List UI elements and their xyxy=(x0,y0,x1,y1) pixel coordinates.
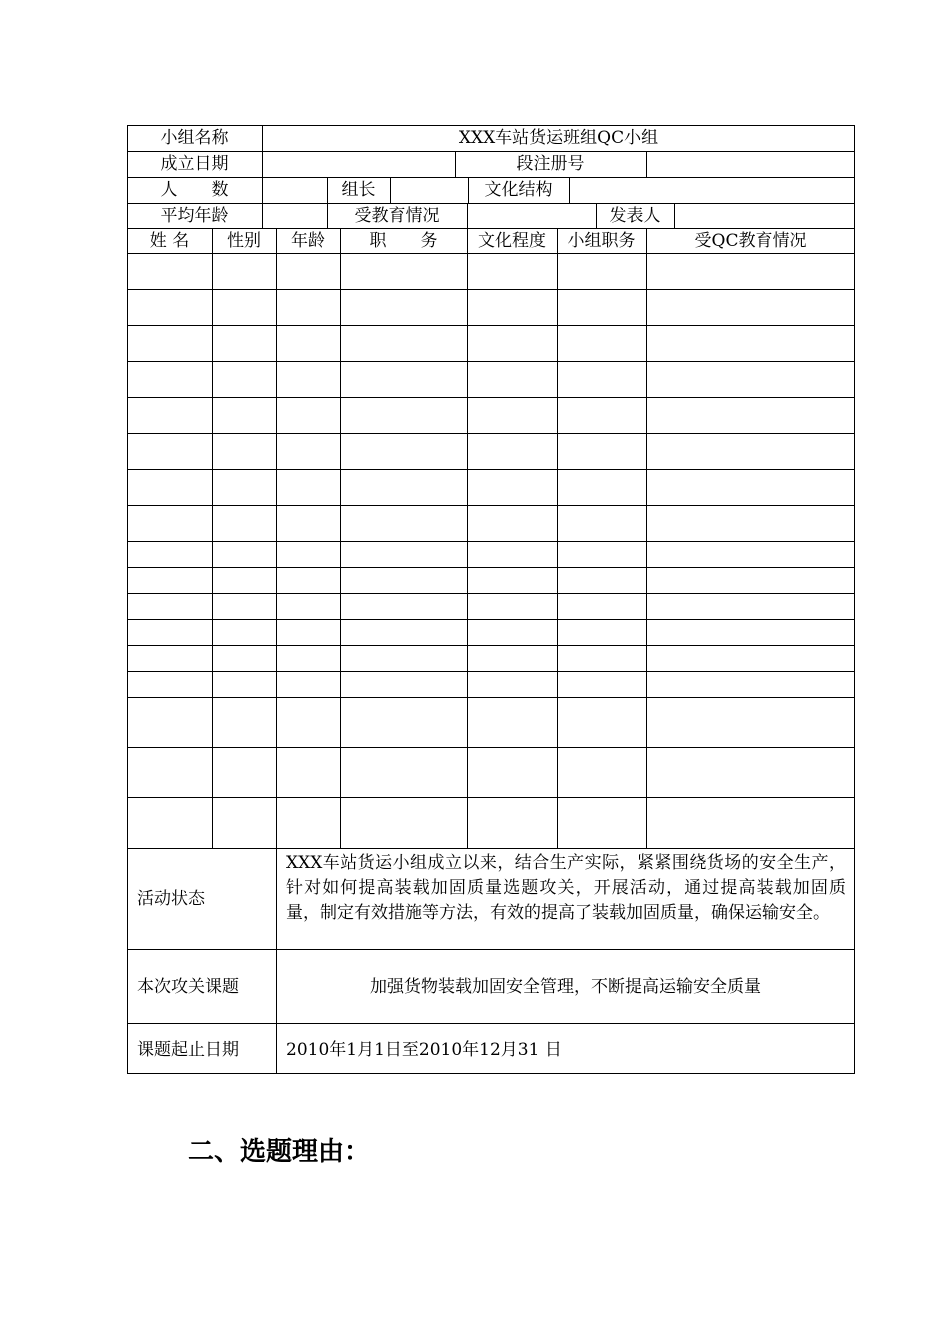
row-divider xyxy=(127,747,855,748)
founded-date-label: 成立日期 xyxy=(160,154,229,174)
row-divider xyxy=(127,645,855,646)
col-divider xyxy=(467,228,468,848)
col-divider xyxy=(276,848,277,1074)
row-divider xyxy=(127,797,855,798)
registration-number-label: 段注册号 xyxy=(516,154,585,174)
leader-label: 组长 xyxy=(341,180,376,200)
col-divider xyxy=(646,151,647,177)
section-heading: 二、选题理由： xyxy=(188,1137,371,1167)
column-header-qc-training: 受QC教育情况 xyxy=(694,231,807,251)
period-value: 2010年1月1日至2010年12月31 日 xyxy=(286,1040,562,1060)
row-divider xyxy=(127,433,855,434)
row-divider xyxy=(127,253,855,254)
col-divider xyxy=(340,228,341,848)
row-divider xyxy=(127,541,855,542)
group-name-value: XXX车站货运班组QC小组 xyxy=(458,128,659,148)
column-header-name: 姓 名 xyxy=(149,231,190,251)
presenter-label: 发表人 xyxy=(609,206,661,226)
col-divider xyxy=(569,177,570,203)
qc-group-table xyxy=(127,125,855,1074)
activity-status-label: 活动状态 xyxy=(137,889,205,909)
education-structure-label: 文化结构 xyxy=(484,180,553,200)
row-divider xyxy=(127,949,855,950)
col-divider xyxy=(467,203,468,228)
row-divider xyxy=(127,203,855,204)
topic-label: 本次攻关课题 xyxy=(137,977,239,997)
col-divider xyxy=(674,203,675,228)
row-divider xyxy=(127,228,855,229)
col-divider xyxy=(276,228,277,848)
column-header-education: 文化程度 xyxy=(478,231,546,251)
column-header-position: 职 务 xyxy=(369,231,438,251)
col-divider xyxy=(557,228,558,848)
row-divider xyxy=(127,469,855,470)
period-label: 课题起止日期 xyxy=(137,1040,239,1060)
row-divider xyxy=(127,619,855,620)
row-divider xyxy=(127,697,855,698)
column-header-group-role: 小组职务 xyxy=(567,231,636,251)
row-divider xyxy=(127,361,855,362)
row-divider xyxy=(127,151,855,152)
topic-value: 加强货物装载加固安全管理，不断提高运输安全质量 xyxy=(370,977,761,997)
col-divider xyxy=(646,228,647,848)
row-divider xyxy=(127,177,855,178)
column-header-gender: 性别 xyxy=(227,231,261,251)
row-divider xyxy=(127,397,855,398)
row-divider xyxy=(127,1023,855,1024)
col-divider xyxy=(390,177,391,203)
row-divider xyxy=(127,671,855,672)
row-divider xyxy=(127,593,855,594)
row-divider xyxy=(127,289,855,290)
member-count-label: 人 数 xyxy=(160,180,229,200)
group-name-label: 小组名称 xyxy=(160,128,229,148)
row-divider xyxy=(127,505,855,506)
row-divider xyxy=(127,567,855,568)
row-divider xyxy=(127,848,855,849)
training-label: 受教育情况 xyxy=(354,206,440,226)
average-age-label: 平均年龄 xyxy=(160,206,229,226)
activity-status-text: XXX车站货运小组成立以来，结合生产实际，紧紧围绕货场的安全生产，针对如何提高装载加固质量选题攻关，开展活动，通过提高装载加固质量，制定有效措施等方法，有效的提高了装载加固质量，确保运输安全。 xyxy=(286,853,846,923)
row-divider xyxy=(127,325,855,326)
col-divider xyxy=(212,228,213,848)
column-header-age: 年龄 xyxy=(291,231,325,251)
